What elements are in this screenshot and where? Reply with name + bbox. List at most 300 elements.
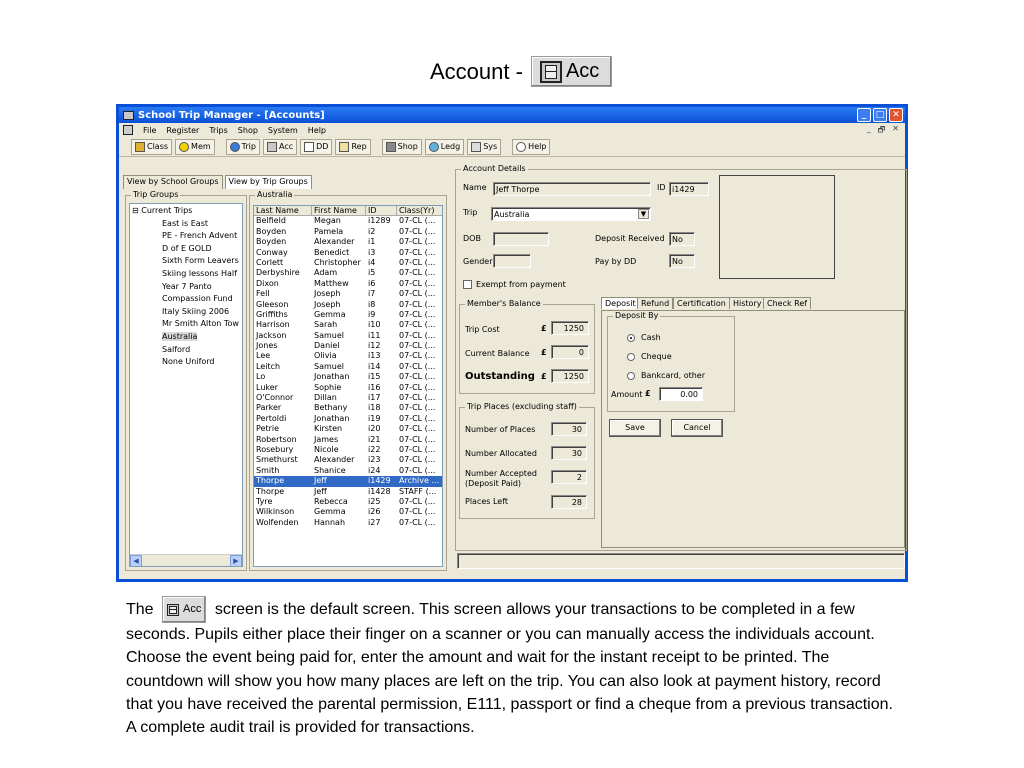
table-cell: Hannah (314, 517, 346, 527)
app-icon (123, 111, 134, 120)
pay-by-dd-label: Pay by DD (595, 257, 637, 266)
tree-item-label: Italy Skiing 2006 (162, 306, 230, 316)
table-cell: i26 (368, 507, 381, 517)
table-row[interactable] (254, 403, 442, 413)
table-row[interactable] (254, 393, 442, 403)
table-row[interactable] (254, 435, 442, 445)
places-left-label: Places Left (465, 497, 509, 506)
table-row[interactable] (254, 227, 442, 237)
table-row[interactable] (254, 507, 442, 517)
table-cell: Petrie (256, 424, 280, 434)
table-row[interactable] (254, 476, 442, 486)
trip-tree (129, 203, 243, 567)
table-cell: i10 (368, 320, 381, 330)
table-row[interactable] (254, 362, 442, 372)
table-cell: Sarah (314, 320, 338, 330)
table-cell: Griffiths (256, 309, 288, 319)
window-controls (857, 108, 903, 122)
title-bar (119, 107, 905, 123)
left-panel (123, 175, 453, 575)
table-cell: Jonathan (314, 372, 350, 382)
name-label: Name (463, 183, 487, 192)
table-cell: i9 (368, 309, 376, 319)
gender-field[interactable] (493, 254, 531, 268)
table-cell: i6 (368, 278, 376, 288)
filing-cabinet-icon (267, 142, 277, 152)
id-field[interactable]: i1429 (669, 182, 709, 196)
table-cell: i11 (368, 330, 381, 340)
grid-header (254, 206, 442, 216)
table-cell: Jeff (314, 476, 327, 486)
table-cell: i1289 (368, 216, 391, 226)
table-cell: Thorpe (256, 486, 285, 496)
tree-item-label: Year 7 Panto (162, 281, 212, 291)
tree-item-label: Australia (162, 331, 198, 341)
table-cell: i20 (368, 424, 381, 434)
grid-group-label: Australia (257, 190, 293, 199)
table-cell: Gemma (314, 309, 346, 319)
tree-item[interactable] (132, 294, 240, 307)
slide-title (430, 56, 612, 87)
table-cell: O'Connor (256, 393, 294, 403)
table-cell: 07-CL (... (399, 309, 436, 319)
scroll-right-icon[interactable]: ▶ (230, 555, 242, 567)
gender-label: Gender (463, 257, 493, 266)
table-cell: Joseph (314, 289, 341, 299)
table-cell: Matthew (314, 278, 349, 288)
table-row[interactable] (254, 289, 442, 299)
maximize-button[interactable]: □ (873, 108, 887, 122)
grid-body (254, 216, 442, 528)
cash-radio[interactable] (627, 334, 635, 342)
table-row[interactable] (254, 310, 442, 320)
tree-item-label: Mr Smith Alton Tow (162, 319, 239, 329)
table-cell: i17 (368, 393, 381, 403)
slide-title-text: Account - (430, 58, 523, 84)
table-cell: Dixon (256, 278, 279, 288)
table-cell: 07-CL (... (399, 361, 436, 371)
col-class[interactable]: Class(Yr) (397, 206, 443, 215)
table-row[interactable] (254, 455, 442, 465)
tree-item-selected[interactable] (132, 332, 240, 345)
table-cell: Samuel (314, 361, 344, 371)
help-button[interactable] (512, 139, 550, 155)
minimize-button[interactable]: _ (857, 108, 871, 122)
table-cell: Gemma (314, 507, 346, 517)
table-cell: Dillan (314, 393, 337, 403)
table-cell: Rebecca (314, 496, 348, 506)
bankcard-label: Bankcard, other (641, 371, 706, 380)
table-cell: i21 (368, 434, 381, 444)
ledg-button-label: Ledg (440, 142, 461, 151)
dob-field[interactable] (493, 232, 549, 246)
deposit-paid-label: (Deposit Paid) (465, 479, 522, 488)
table-cell: Thorpe (256, 476, 285, 486)
table-row[interactable] (254, 248, 442, 258)
ledger-icon (429, 142, 439, 152)
table-cell: Bethany (314, 403, 348, 413)
exempt-checkbox-row[interactable] (463, 280, 566, 289)
tree-root[interactable]: ⊟ Current Trips (132, 206, 193, 215)
tree-item-label: Salford (162, 344, 191, 354)
table-row[interactable] (254, 383, 442, 393)
menu-shop[interactable]: Shop (237, 125, 258, 135)
table-cell: Boyden (256, 237, 287, 247)
table-cell: 07-CL (... (399, 278, 436, 288)
places-left-field[interactable]: 28 (551, 495, 587, 509)
table-cell: Pertoldi (256, 413, 287, 423)
tree-item[interactable] (132, 244, 240, 257)
trip-places-label: Trip Places (excluding staff) (467, 402, 577, 411)
table-row[interactable] (254, 320, 442, 330)
tree-item[interactable] (132, 231, 240, 244)
table-cell: 07-CL (... (399, 507, 436, 517)
mdi-close-button[interactable]: ✕ (892, 124, 899, 133)
tree-item[interactable] (132, 256, 240, 269)
number-accepted-field[interactable]: 2 (551, 470, 587, 484)
acc-badge-label: Acc (565, 60, 600, 82)
tree-item[interactable] (132, 219, 240, 232)
bankcard-option[interactable] (627, 371, 705, 380)
table-cell: Derbyshire (256, 268, 300, 278)
table-row[interactable] (254, 424, 442, 434)
status-bar (457, 553, 905, 569)
member-photo (719, 175, 835, 279)
table-cell: 07-CL (... (399, 289, 436, 299)
scroll-left-icon[interactable]: ◀ (130, 555, 142, 567)
menu-help[interactable]: Help (307, 125, 327, 135)
table-cell: Alexander (314, 455, 355, 465)
tree-horizontal-scrollbar[interactable] (130, 554, 242, 566)
right-panel (455, 163, 907, 577)
tree-root-label: Current Trips (141, 206, 193, 215)
pound-icon: £ (541, 324, 547, 333)
deposit-received-label: Deposit Received (595, 234, 665, 243)
filing-cabinet-icon (167, 604, 179, 616)
menu-bar (119, 123, 905, 137)
table-cell: Corlett (256, 257, 284, 267)
tab-check-ref[interactable]: Check Ref (763, 297, 811, 309)
table-cell: Olivia (314, 351, 337, 361)
table-cell: i14 (368, 361, 381, 371)
table-cell: 07-CL (... (399, 216, 436, 226)
acc-button-label: Acc (278, 142, 294, 151)
mem-button[interactable] (175, 139, 215, 155)
table-cell: Boyden (256, 226, 287, 236)
description-prefix: The (126, 600, 154, 618)
table-cell: 07-CL (... (399, 517, 436, 527)
table-row[interactable] (254, 341, 442, 351)
help-button-label: Help (528, 142, 547, 151)
deposit-received-field[interactable]: No (669, 232, 695, 246)
table-row[interactable] (254, 258, 442, 268)
table-cell: 07-CL (... (399, 341, 436, 351)
table-cell: i25 (368, 496, 381, 506)
col-first-name[interactable]: First Name (312, 206, 366, 215)
tree-item-label: East is East (162, 218, 208, 228)
table-row[interactable] (254, 518, 442, 528)
trip-label: Trip (463, 208, 478, 217)
table-cell: Benedict (314, 247, 350, 257)
current-balance-label: Current Balance (465, 349, 530, 358)
chevron-down-icon[interactable]: ▼ (638, 209, 649, 219)
trip-groups-label: Trip Groups (133, 190, 179, 199)
acc-inline-badge (162, 596, 206, 623)
shop-button[interactable] (382, 139, 422, 155)
tree-item-label: D of E GOLD (162, 243, 212, 253)
table-row[interactable] (254, 300, 442, 310)
tab-refund[interactable]: Refund (637, 297, 673, 309)
table-cell: 07-CL (... (399, 351, 436, 361)
table-cell: Adam (314, 268, 338, 278)
tree-item[interactable] (132, 345, 240, 358)
table-cell: Robertson (256, 434, 297, 444)
rep-button[interactable] (335, 139, 370, 155)
account-details-label: Account Details (463, 164, 526, 173)
table-cell: i19 (368, 413, 381, 423)
table-cell: Fell (256, 289, 270, 299)
outstanding-label: Outstanding (465, 371, 535, 382)
class-icon (135, 142, 145, 152)
table-cell: Jeff (314, 486, 327, 496)
table-cell: i13 (368, 351, 381, 361)
table-row[interactable] (254, 372, 442, 382)
table-cell: i5 (368, 268, 376, 278)
table-cell: Daniel (314, 341, 340, 351)
dd-button[interactable] (300, 139, 332, 155)
acc-inline-label: Acc (183, 603, 202, 615)
table-cell: Pamela (314, 226, 344, 236)
table-cell: i1429 (368, 476, 391, 486)
table-cell: 07-CL (... (399, 372, 436, 382)
sys-button-label: Sys (483, 142, 498, 151)
table-cell: 07-CL (... (399, 226, 436, 236)
table-cell: 07-CL (... (399, 393, 436, 403)
col-id[interactable]: ID (366, 206, 397, 215)
trip-cost-field[interactable]: 1250 (551, 321, 589, 335)
tree-item[interactable] (132, 269, 240, 282)
table-cell: Kirsten (314, 424, 343, 434)
network-icon (304, 142, 314, 152)
app-window (116, 104, 908, 582)
table-cell: Harrison (256, 320, 290, 330)
table-cell: Nicole (314, 444, 339, 454)
tree-item-label: PE - French Advent (162, 231, 238, 241)
table-cell: i2 (368, 226, 376, 236)
menu-file[interactable]: File (143, 125, 157, 135)
cancel-button[interactable]: Cancel (671, 419, 723, 437)
table-cell: Tyre (256, 496, 273, 506)
table-cell: Joseph (314, 299, 341, 309)
tree-item[interactable] (132, 307, 240, 320)
table-cell: Archive ... (399, 476, 440, 486)
table-cell: 07-CL (... (399, 382, 436, 392)
table-cell: i8 (368, 299, 376, 309)
table-cell: i18 (368, 403, 381, 413)
bankcard-radio[interactable] (627, 372, 635, 380)
table-cell: 07-CL (... (399, 299, 436, 309)
table-cell: Wilkinson (256, 507, 295, 517)
table-cell: 07-CL (... (399, 434, 436, 444)
table-cell: i27 (368, 517, 381, 527)
tree-item-label: None Uniford (162, 357, 215, 367)
tree-item[interactable] (132, 357, 240, 370)
table-cell: Wolfenden (256, 517, 299, 527)
table-row[interactable] (254, 279, 442, 289)
table-cell: 07-CL (... (399, 403, 436, 413)
globe-icon (230, 142, 240, 152)
pound-icon: £ (645, 389, 651, 398)
amount-label: Amount (611, 390, 643, 399)
table-cell: 07-CL (... (399, 330, 436, 340)
deposit-by-label: Deposit By (615, 311, 659, 320)
tree-item-label: Skiing lessons Half (162, 268, 237, 278)
current-balance-field[interactable]: 0 (551, 345, 589, 359)
exempt-label: Exempt from payment (476, 280, 566, 289)
members-grid (253, 205, 443, 567)
pound-icon: £ (541, 372, 547, 381)
table-cell: i4 (368, 257, 376, 267)
table-cell: i1 (368, 237, 376, 247)
table-cell: Shanice (314, 465, 346, 475)
tree-item-label: Sixth Form Leavers (162, 256, 239, 266)
number-of-places-field[interactable]: 30 (551, 422, 587, 436)
table-cell: 07-CL (... (399, 320, 436, 330)
table-cell: 07-CL (... (399, 257, 436, 267)
table-cell: Megan (314, 216, 341, 226)
table-cell: i1428 (368, 486, 391, 496)
table-cell: Jonathan (314, 413, 350, 423)
cash-option[interactable] (627, 333, 661, 342)
table-cell: i3 (368, 247, 376, 257)
system-icon (471, 142, 481, 152)
members-balance-label: Member's Balance (467, 299, 541, 308)
trip-button-label: Trip (241, 142, 256, 151)
exempt-checkbox[interactable] (463, 280, 472, 289)
col-last-name[interactable]: Last Name (254, 206, 312, 215)
table-cell: 07-CL (... (399, 268, 436, 278)
table-row[interactable] (254, 497, 442, 507)
tab-trip-groups[interactable]: View by Trip Groups (225, 175, 312, 189)
dd-button-label: DD (316, 142, 329, 151)
table-row[interactable] (254, 237, 442, 247)
tab-history[interactable]: History (729, 297, 765, 309)
acc-badge (531, 56, 612, 87)
filing-cabinet-icon (540, 61, 562, 83)
acc-button[interactable] (263, 139, 297, 155)
table-cell: STAFF (... (399, 486, 437, 496)
help-icon (516, 142, 526, 152)
dob-label: DOB (463, 234, 481, 243)
amount-input[interactable]: 0.00 (659, 387, 703, 401)
table-cell: Parker (256, 403, 282, 413)
tree-item-label: Compassion Fund (162, 294, 233, 304)
number-of-places-label: Number of Places (465, 425, 536, 434)
table-cell: Lee (256, 351, 271, 361)
name-field[interactable]: Jeff Thorpe (493, 182, 651, 196)
number-allocated-field[interactable]: 30 (551, 446, 587, 460)
table-cell: i7 (368, 289, 376, 299)
table-row[interactable] (254, 351, 442, 361)
table-row[interactable] (254, 268, 442, 278)
table-row[interactable] (254, 414, 442, 424)
table-cell: i12 (368, 341, 381, 351)
cheque-radio[interactable] (627, 353, 635, 361)
mdi-minimize-button[interactable]: _ (866, 124, 871, 133)
table-cell: Samuel (314, 330, 344, 340)
tree-item[interactable] (132, 282, 240, 295)
trip-button[interactable] (226, 139, 260, 155)
table-row[interactable] (254, 445, 442, 455)
table-cell: 07-CL (... (399, 465, 436, 475)
trip-select-value: Australia (494, 210, 530, 219)
class-button[interactable] (131, 139, 172, 155)
sys-button[interactable] (467, 139, 501, 155)
table-cell: 07-CL (... (399, 496, 436, 506)
mem-button-label: Mem (191, 142, 211, 151)
save-button[interactable]: Save (609, 419, 661, 437)
close-button[interactable]: ✕ (889, 108, 903, 122)
shop-button-label: Shop (397, 142, 418, 151)
table-row[interactable] (254, 331, 442, 341)
table-cell: Leitch (256, 361, 281, 371)
table-cell: 07-CL (... (399, 413, 436, 423)
tab-school-groups[interactable]: View by School Groups (123, 175, 223, 189)
number-accepted-label: Number Accepted (465, 469, 537, 478)
table-cell: Belfield (256, 216, 286, 226)
table-cell: Jones (256, 341, 278, 351)
menu-register[interactable]: Register (166, 125, 200, 135)
ledg-button[interactable] (425, 139, 464, 155)
tab-certification[interactable]: Certification (673, 297, 730, 309)
pound-icon: £ (541, 348, 547, 357)
table-cell: i23 (368, 455, 381, 465)
table-cell: Rosebury (256, 444, 294, 454)
table-cell: Luker (256, 382, 278, 392)
shop-icon (386, 142, 396, 152)
pay-by-dd-field[interactable]: No (669, 254, 695, 268)
trip-select[interactable] (491, 207, 651, 221)
smiley-icon (179, 142, 189, 152)
table-row[interactable] (254, 216, 442, 226)
menu-trips[interactable]: Trips (209, 125, 228, 135)
id-label: ID (657, 183, 666, 192)
description (126, 596, 906, 739)
table-cell: Lo (256, 372, 266, 382)
outstanding-field[interactable]: 1250 (551, 369, 589, 383)
class-button-label: Class (147, 142, 169, 151)
table-cell: 07-CL (... (399, 424, 436, 434)
tab-deposit[interactable]: Deposit (601, 297, 640, 309)
table-cell: 07-CL (... (399, 247, 436, 257)
mdi-restore-button[interactable]: 🗗 (877, 125, 886, 134)
toolbar (119, 137, 905, 157)
table-row[interactable] (254, 487, 442, 497)
cash-label: Cash (641, 333, 661, 342)
table-cell: i22 (368, 444, 381, 454)
document-icon (123, 125, 133, 135)
number-allocated-label: Number Allocated (465, 449, 537, 458)
tree-item[interactable] (132, 319, 240, 332)
table-row[interactable] (254, 466, 442, 476)
cheque-option[interactable] (627, 352, 672, 361)
menu-system[interactable]: System (267, 125, 298, 135)
table-cell: James (314, 434, 339, 444)
report-icon (339, 142, 349, 152)
cheque-label: Cheque (641, 352, 672, 361)
table-cell: 07-CL (... (399, 444, 436, 454)
mdi-controls (867, 124, 899, 138)
